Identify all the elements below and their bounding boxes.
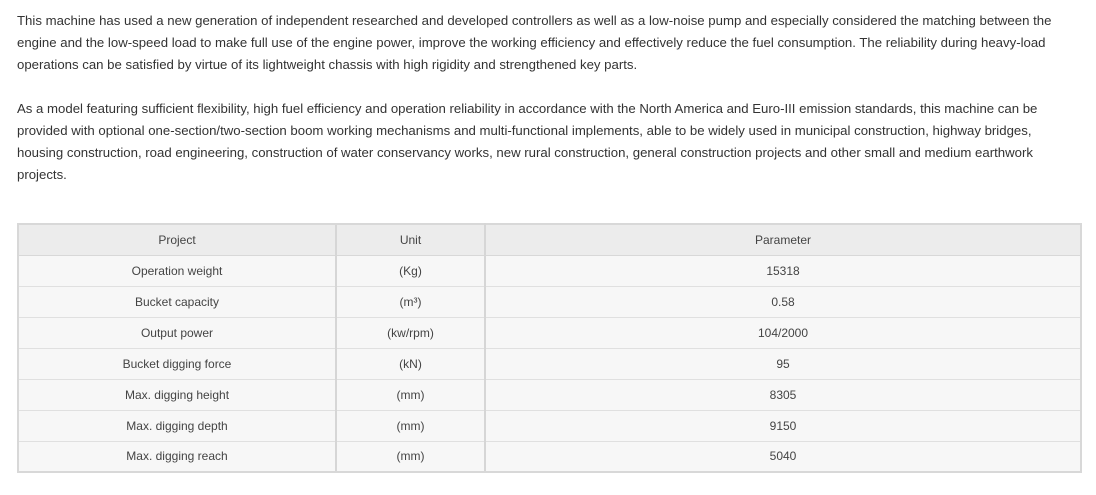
cell-unit: (mm) [336,441,485,472]
cell-project: Operation weight [18,255,336,286]
header-parameter: Parameter [485,224,1081,255]
header-unit: Unit [336,224,485,255]
cell-unit: (mm) [336,410,485,441]
product-description [17,10,1080,186]
cell-parameter: 8305 [485,379,1081,410]
table-row [18,317,1081,348]
table-header-row [18,224,1081,255]
cell-parameter: 104/2000 [485,317,1081,348]
cell-project: Max. digging depth [18,410,336,441]
cell-parameter: 5040 [485,441,1081,472]
table-row [18,379,1081,410]
cell-project: Bucket capacity [18,286,336,317]
cell-unit: (mm) [336,379,485,410]
cell-project: Max. digging reach [18,441,336,472]
table-row [18,286,1081,317]
specification-table [17,223,1082,473]
table-row [18,348,1081,379]
cell-project: Output power [18,317,336,348]
cell-unit: (kN) [336,348,485,379]
header-project: Project [18,224,336,255]
cell-unit: (m³) [336,286,485,317]
cell-parameter: 95 [485,348,1081,379]
cell-project: Bucket digging force [18,348,336,379]
description-paragraph-2: As a model featuring sufficient flexibility, high fuel efficiency and operation reliability in accordance with the North America and Euro-III emission standards, this machine can be provided with optional one-section/two-section boom working mechanisms and multi-functional implements, able to be widely used in municipal construction, highway bridges, housing construction, road engineering, construction of water conservancy works, new rural construction, general construction projects and other small and medium earthwork projects. [17,101,1038,182]
table-row [18,255,1081,286]
table-row [18,410,1081,441]
cell-parameter: 0.58 [485,286,1081,317]
cell-project: Max. digging height [18,379,336,410]
table-row [18,441,1081,472]
cell-parameter: 9150 [485,410,1081,441]
cell-unit: (Kg) [336,255,485,286]
cell-parameter: 15318 [485,255,1081,286]
description-paragraph-1: This machine has used a new generation of independent researched and developed controllers as well as a low-noise pump and especially considered the matching between the engine and the low-speed load to make full use of the engine power, improve the working efficiency and effectively reduce the fuel consumption. The reliability during heavy-load operations can be satisfied by virtue of its lightweight chassis with high rigidity and strengthened key parts. [17,13,1052,72]
cell-unit: (kw/rpm) [336,317,485,348]
